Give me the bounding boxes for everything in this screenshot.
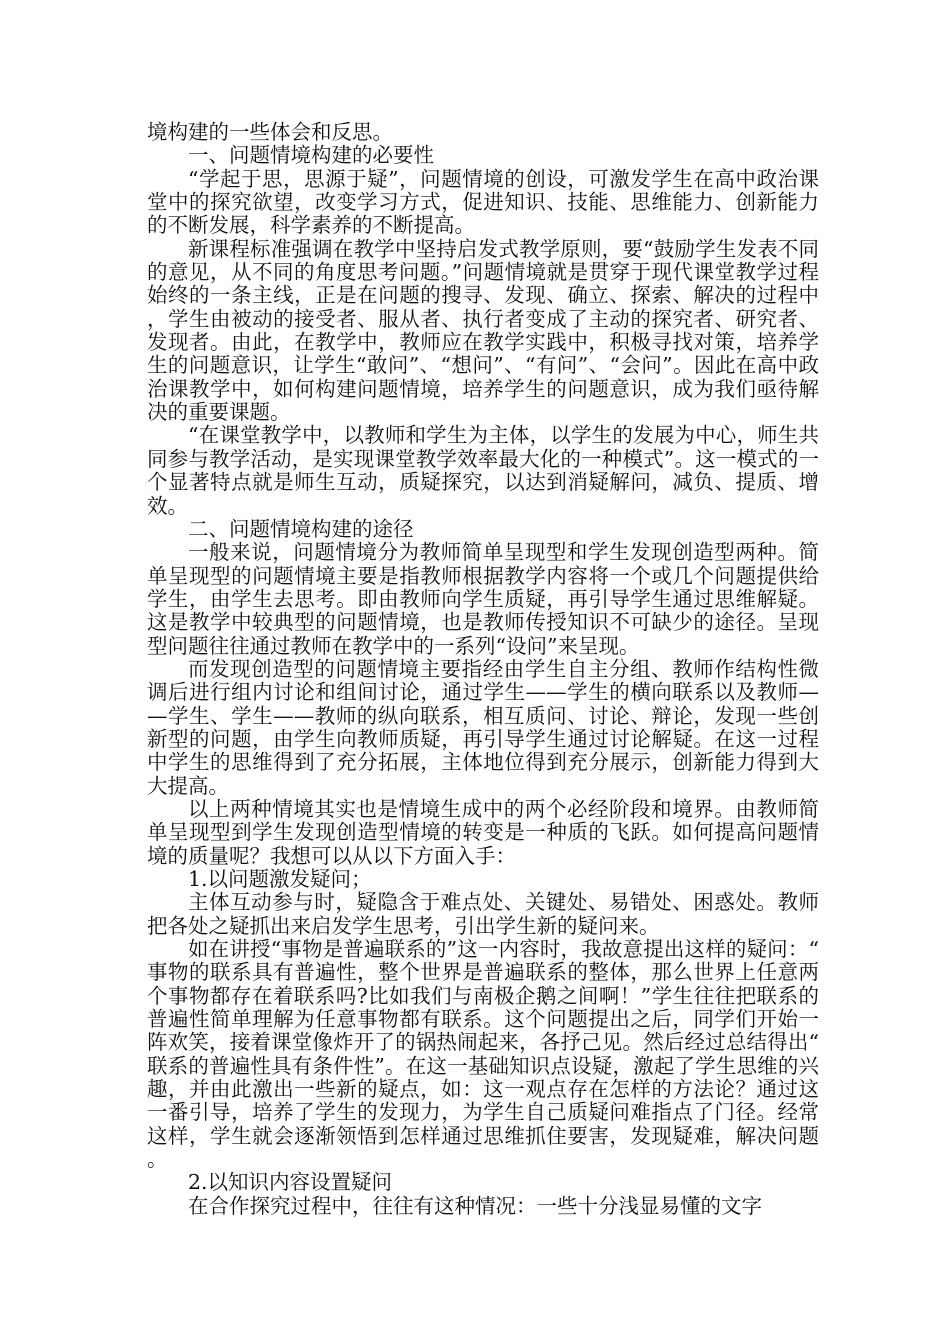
paragraph: 而发现创造型的问题情境主要指经由学生自主分组、教师作结构性微调后进行组内讨论和组间讨论，通过学生——学生的横向联系以及教师——学生、学生——教师的纵向联系，相互质问、讨论、辩论，发现一些创新型的问题，由学生向教师质疑，再引导学生通过讨论解疑。在这一过程中学生的思维得到了充分拓展，主体地位得到充分展示，创新能力得到大大提高。 — [147, 656, 819, 798]
subsection-heading: 2.以知识内容设置疑问 — [188, 1170, 393, 1195]
document-body — [147, 121, 819, 1218]
paragraph: 在合作探究过程中，往往有这种情况：一些十分浅显易懂的文字 — [188, 1193, 762, 1218]
paragraph: 新课程标准强调在教学中坚持启发式教学原则，要“鼓励学生发表不同的意见，从不同的角度思考问题。”问题情境就是贯穿于现代课堂教学过程始终的一条主线，正是在问题的搜寻、发现、确立、探索、解决的过程中，学生由被动的接受者、服从者、执行者变成了主动的探究者、研究者、发现者。由此，在教学中，教师应在教学实践中，积极寻找对策，培养学生的问题意识，让学生“敢问”、“想问”、“有问”、“会问”。因此在高中政治课教学中，如何构建问题情境，培养学生的问题意识，成为我们亟待解决的重要课题。 — [147, 236, 819, 425]
paragraph: 以上两种情境其实也是情境生成中的两个必经阶段和境界。由教师简单呈现型到学生发现创造型情境的转变是一种质的飞跃。如何提高问题情境的质量呢？我想可以从以下方面入手： — [147, 796, 819, 868]
paragraph: “学起于思，思源于疑”，问题情境的创设，可激发学生在高中政治课堂中的探究欲望，改变学习方式，促进知识、技能、思维能力、创新能力的不断发展，科学素养的不断提高。 — [147, 166, 819, 238]
paragraph: 境构建的一些体会和反思。 — [147, 120, 393, 144]
paragraph: 一般来说，问题情境分为教师简单呈现型和学生发现创造型两种。简单呈现型的问题情境主要是指教师根据教学内容将一个或几个问题提供给学生，由学生去思考。即由教师向学生质疑，再引导学生通过思维解疑。这是教学中较典型的问题情境，也是教师传授知识不可缺少的途径。呈现型问题往往通过教师在教学中的一系列“设问”来呈现。 — [147, 540, 819, 658]
section-heading: 二、问题情境构建的途径 — [188, 516, 414, 541]
paragraph: “在课堂教学中，以教师和学生为主体，以学生的发展为中心，师生共同参与教学活动，是实现课堂教学效率最大化的一种模式”。这一模式的一个显著特点就是师生互动，质疑探究，以达到消疑解问，减负、提质、增效。 — [147, 423, 819, 518]
paragraph: 主体互动参与时，疑隐含于难点处、关键处、易错处、困惑处。教师把各处之疑抓出来启发学生思考，引出学生新的疑问来。 — [147, 890, 819, 938]
section-heading: 一、问题情境构建的必要性 — [188, 143, 434, 168]
paragraph: 如在讲授“事物是普遍联系的”这一内容时，我故意提出这样的疑问：“事物的联系具有普遍性，整个世界是普遍联系的整体，那么世界上任意两个事物都存在着联系吗?比如我们与南极企鹅之间啊！”学生往往把联系的普遍性简单理解为任意事物都有联系。这个问题提出之后，同学们开始一阵欢笑，接着课堂像炸开了的锅热闹起来，各抒己见。然后经过总结得出“联系的普遍性具有条件性”。在这一基础知识点设疑，激起了学生思维的兴趣，并由此激出一些新的疑点，如：这一观点存在怎样的方法论？通过这一番引导，培养了学生的发现力，为学生自己质疑问难指点了门径。经常这样，学生就会逐渐领悟到怎样通过思维抓住要害，发现疑难，解决问题。 — [147, 937, 819, 1172]
subsection-heading: 1.以问题激发疑问； — [188, 867, 372, 891]
